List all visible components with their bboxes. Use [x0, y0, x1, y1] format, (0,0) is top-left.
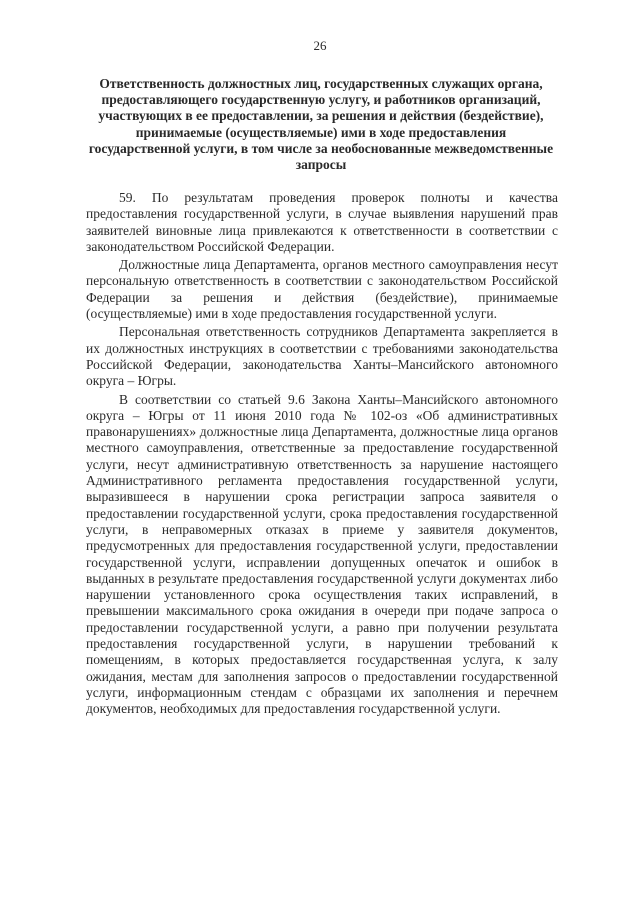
document-body	[86, 190, 558, 720]
paragraph-personal-liability: Персональная ответственность сотрудников Департамента закрепляется в их должностных инструкциях в соответствии с требованиями законодательства Российской Федерации, законодательства Ханты–Мансийского автономного округа – Югры.	[86, 324, 558, 389]
section-heading: Ответственность должностных лиц, государственных служащих органа, предоставляющего государственную услугу, и работников организаций, участвующих в ее предоставлении, за решения и действия (бездействие), принимаемые (осуществляемые) ими в ходе предоставления государственной услуги, в том числе за необоснованные межведомственные запросы	[88, 76, 554, 173]
paragraph-officials-liability: Должностные лица Департамента, органов местного самоуправления несут персональную ответственность в соответствии с законодательством Российской Федерации за решения и действия (бездействие), принимаемые (осуществляемые) ими в ходе предоставления государственной услуги.	[86, 257, 558, 322]
paragraph-administrative-liability: В соответствии со статьей 9.6 Закона Ханты–Мансийского автономного округа – Югры от 11 июня 2010 года № 102-оз «Об административных правонарушениях» должностные лица Департамента, должностные лица органов местного самоуправления, ответственные за предоставление государственной услуги, несут административную ответственность за нарушение настоящего Административного регламента предоставления государственной услуги, выразившееся в нарушении срока регистрации запроса заявителя о предоставлении государственной услуги, срока предоставления государственной услуги, в неправомерных отказах в приеме у заявителя документов, предусмотренных для предоставления государственной услуги, предоставлении государственной услуги, исправлении допущенных опечаток и ошибок в выданных в результате предоставления государственной услуги документах либо нарушении установленного срока осуществления таких исправлений, в превышении максимального срока ожидания в очереди при подаче запроса о предоставлении государственной услуги, а равно при получении результата предоставления государственной услуги, в нарушении требований к помещениям, в которых предоставляется государственная услуга, к залу ожидания, местам для заполнения запросов о предоставлении государственной услуги, информационным стендам с образцами их заполнения и перечнем документов, необходимых для предоставления государственной услуги.	[86, 391, 558, 717]
page-number: 26	[313, 38, 327, 53]
paragraph-59: 59. По результатам проведения проверок полноты и качества предоставления государственной услуги, в случае выявления нарушений прав заявителей виновные лица привлекаются к ответственности в соответствии с законодательством Российской Федерации.	[86, 190, 558, 254]
